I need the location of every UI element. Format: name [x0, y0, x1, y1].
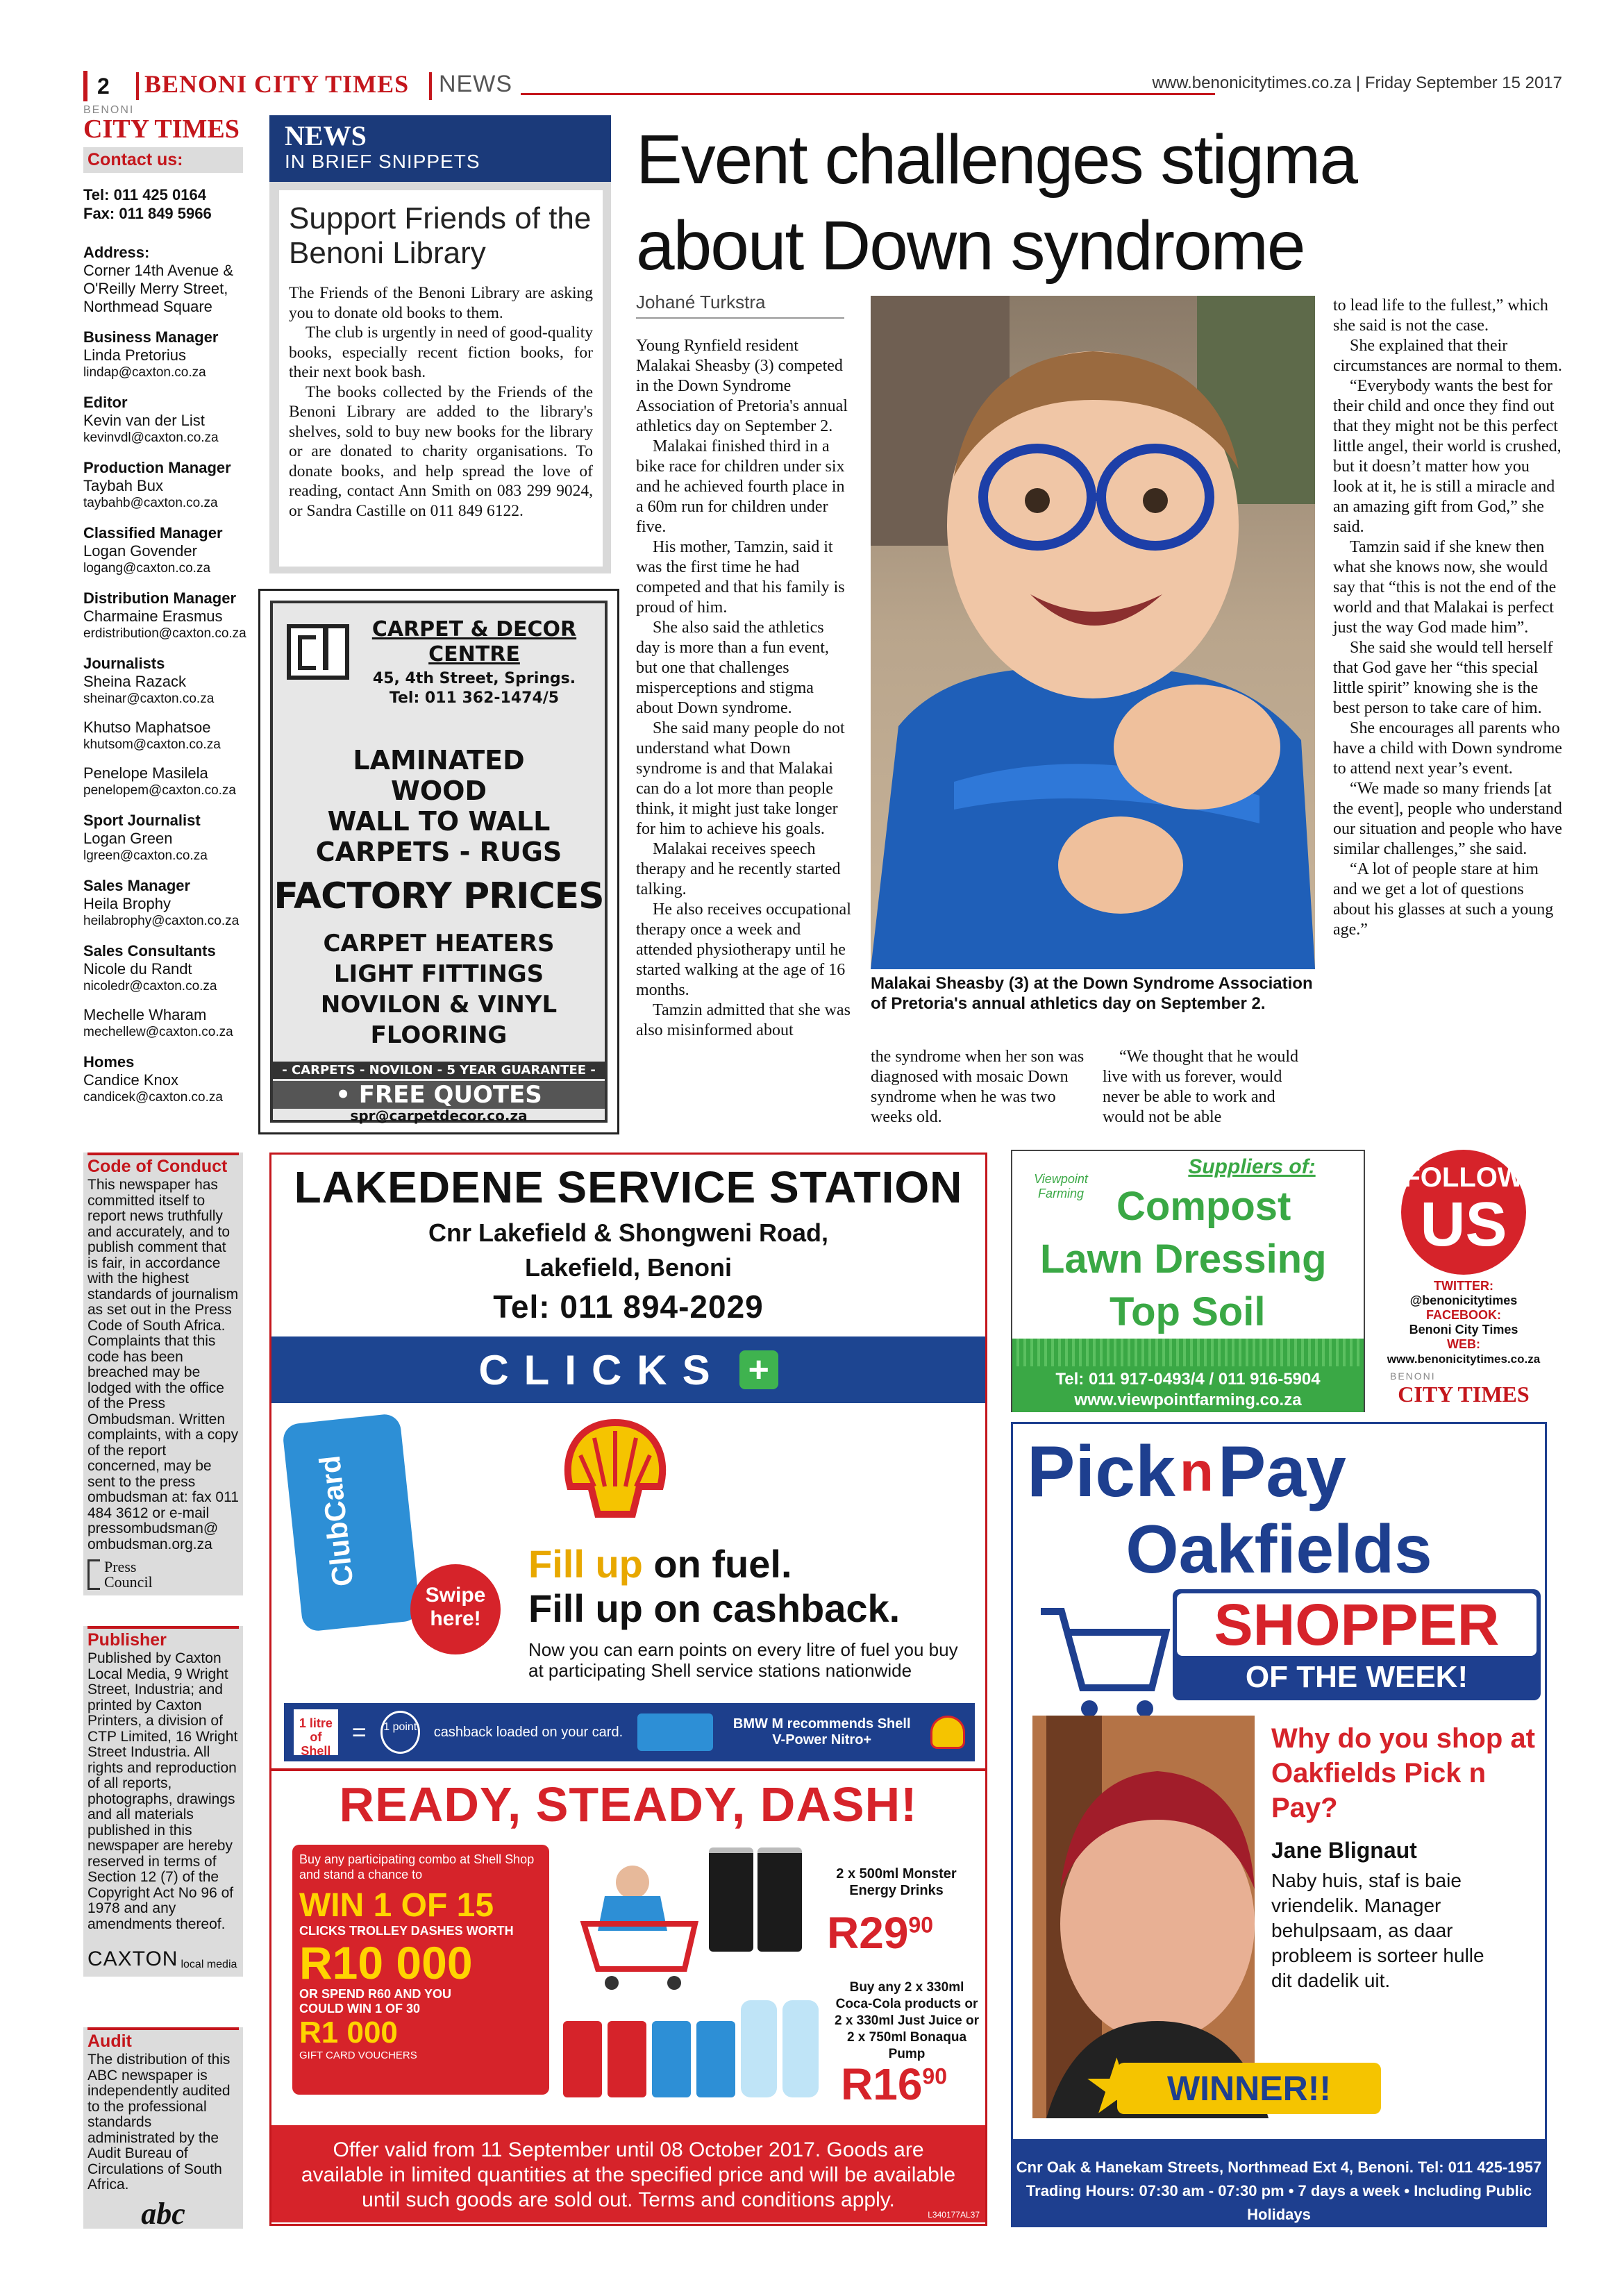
- monster-price-rand: R29: [827, 1908, 909, 1958]
- monster-can-icon: [757, 1847, 802, 1952]
- staff-role: Sport Journalist: [83, 812, 201, 829]
- staff-email[interactable]: heilabrophy@caxton.co.za: [83, 914, 240, 928]
- lakedene-shell-ad[interactable]: [269, 1153, 987, 1770]
- staff-email[interactable]: kevinvdl@caxton.co.za: [83, 430, 219, 445]
- audit-text: The distribution of this ABC newspaper is independently audited to the professional standards administrated by the Audit Bureau of Circulations of South Africa.: [87, 2052, 231, 2193]
- carpet-free-quotes: • FREE QUOTES: [273, 1081, 605, 1109]
- audit-heading: Audit: [87, 2027, 239, 2052]
- staff-name: Nicole du Randt: [83, 960, 192, 978]
- ad-code: L340177AL37: [928, 2210, 980, 2220]
- pnp-brand-pick: Pick: [1027, 1431, 1175, 1512]
- article-paragraph: She said she would tell herself that God gave her “this special little spirit” knowing she is the best person to take care of him.: [1333, 639, 1553, 717]
- staff-name: Penelope Masilela: [83, 764, 208, 782]
- carpet-name-2: CENTRE: [428, 642, 520, 667]
- staff-role: Editor: [83, 394, 128, 411]
- carpet-line: WOOD: [390, 776, 487, 806]
- contact-heading-bar: [83, 147, 243, 173]
- fill-up-line-2: Fill up on cashback.: [528, 1586, 901, 1630]
- contact-tel: Tel: 011 425 0164: [83, 186, 206, 203]
- pnp-footer: [1013, 2139, 1545, 2225]
- audit-box: [83, 2027, 243, 2229]
- combo-price-rand: R16: [841, 2059, 923, 2109]
- viewpoint-tel: Tel: 011 917-0493/4 / 011 916-5904: [1055, 1370, 1321, 1389]
- staff-role: Homes: [83, 1053, 135, 1071]
- shopper-text: SHOPPER: [1177, 1593, 1537, 1656]
- pnp-brand-pay: Pay: [1217, 1431, 1346, 1512]
- shopper-panel: [1173, 1589, 1541, 1700]
- follow-us-box: [1380, 1150, 1547, 1414]
- competition-trolley: CLICKS TROLLEY DASHES WORTH: [299, 1924, 514, 1938]
- news-banner-subtitle: IN BRIEF SNIPPETS: [285, 151, 480, 172]
- staff-entry: [83, 877, 243, 930]
- page-number: 2: [83, 71, 124, 101]
- press-council-icon: [87, 1559, 100, 1590]
- pick-n-pay-ad[interactable]: [1011, 1422, 1547, 2227]
- photo-caption: Malakai Sheasby (3) at the Down Syndrome Association of Pretoria's annual athletics day on September 2.: [871, 974, 1313, 1013]
- follow-details: [1380, 1279, 1547, 1405]
- competition-spend: OR SPEND R60 AND YOU COULD WIN 1 OF 30: [299, 1987, 452, 2016]
- clicks-wordmark: CLICKS: [478, 1346, 726, 1393]
- address-heading: Address:: [83, 244, 150, 261]
- publisher-box: [83, 1626, 243, 1977]
- monster-cans: [709, 1847, 806, 1959]
- article-paragraph: She explained that their circumstances are normal to them.: [1333, 337, 1562, 375]
- staff-email[interactable]: candicek@caxton.co.za: [83, 1090, 223, 1105]
- article-paragraph: Malakai receives speech therapy and he recently started talking.: [636, 840, 841, 898]
- competition-win: WIN 1 OF 15: [299, 1887, 494, 1924]
- article-paragraph: She encourages all parents who have a child with Down syndrome to attend next year’s event.: [1333, 719, 1562, 778]
- web-label: WEB:: [1447, 1337, 1480, 1351]
- article-paragraph: to lead life to the fullest,” which she said is not the case.: [1333, 296, 1548, 335]
- staff-role: Production Manager: [83, 459, 231, 476]
- shell-mini-icon: [930, 1716, 965, 1749]
- follow-text: FOLLOW: [1403, 1162, 1524, 1193]
- voucher-label: GIFT CARD VOUCHERS: [299, 2050, 417, 2061]
- lakedene-address-1: Cnr Lakefield & Shongweni Road,: [428, 1218, 829, 1247]
- pnp-logo: [1027, 1431, 1534, 1512]
- sidebar: [83, 104, 246, 1106]
- carpet-line: LAMINATED: [353, 745, 525, 776]
- masthead-title: BENONI CITY TIMES: [144, 70, 410, 98]
- caxton-sub: local media: [181, 1959, 237, 1970]
- twitter-label: TWITTER:: [1434, 1279, 1493, 1293]
- bonaqua-bottle-icon: [782, 2000, 819, 2097]
- contact-fax: Fax: 011 849 5966: [83, 205, 212, 222]
- staff-email[interactable]: taybahb@caxton.co.za: [83, 496, 218, 510]
- news-banner-title: NEWS: [285, 120, 367, 151]
- staff-entry: [83, 942, 243, 995]
- just-juice-can-icon: [696, 2021, 735, 2097]
- viewpoint-suppliers: Suppliers of:: [1188, 1155, 1316, 1178]
- masthead-divider: [136, 72, 139, 100]
- litre-badge: 1 litre of Shell: [294, 1709, 338, 1755]
- carpet-address: 45, 4th Street, Springs.: [372, 670, 576, 687]
- viewpoint-farming-ad[interactable]: [1011, 1150, 1365, 1412]
- clubcard-image: [282, 1413, 421, 1632]
- code-text: This newspaper has committed itself to report news truthfully and accurately, and to publish comment that is fair, in accordance with the highest standards of journalism as set out in the Press Code of South Africa. Complaints that this code has been breached may be lodged with the office of the Press Ombudsman. Written complaints, with a copy of the report concerned, may be sent to the press ombudsman at: fax 011 484 3612 or e-mail pressombudsman@ ombudsman.org.za: [87, 1177, 239, 1552]
- follow-logo-small: BENONI: [1390, 1371, 1436, 1382]
- sidebar-logo: CITY TIMES: [83, 115, 240, 144]
- carpet-line: CARPETS - RUGS: [315, 837, 562, 867]
- clicks-plus-icon: +: [739, 1350, 778, 1389]
- article-paragraph: “A lot of people stare at him and we get a lot of questions about his glasses at such a young age.”: [1333, 860, 1554, 939]
- carpet-name-1: CARPET & DECOR: [371, 617, 577, 642]
- sidebar-logo-small: BENONI: [83, 104, 135, 116]
- article-paragraph: He also receives occupational therapy once a week and attended physiotherapy until he started walking at the age of 16 months.: [636, 900, 851, 999]
- staff-name: Candice Knox: [83, 1071, 178, 1089]
- monster-price-cents: 90: [908, 1912, 933, 1938]
- staff-email[interactable]: logang@caxton.co.za: [83, 561, 211, 576]
- news-snippets-box: [269, 115, 611, 573]
- equals-sign: =: [351, 1718, 367, 1746]
- staff-entry: [83, 459, 243, 512]
- clicks-banner: [271, 1336, 985, 1403]
- snippet-paragraph: The Friends of the Benoni Library are asking you to donate old books to them.: [289, 284, 593, 322]
- staff-name: Logan Govender: [83, 542, 197, 560]
- offer-terms: Offer valid from 11 September until 08 October 2017. Goods are available in limited quantities at the specified price and will be available until such goods are sold out. Terms and conditions apply.: [271, 2125, 985, 2222]
- article-paragraph: Young Rynfield resident Malakai Sheasby (3) competed in the Down Syndrome Association of Pretoria's annual athletics day on September 2.: [636, 337, 848, 435]
- press-council-text: Press Council: [104, 1558, 153, 1591]
- drink-products: [563, 2000, 834, 2097]
- fill-up-rest: on fuel.: [642, 1542, 792, 1586]
- snippet-paragraph: The books collected by the Friends of the Benoni Library are added to the library's shelves, sold to buy new books for the library or are donated to charity organisations. To donate books, and help spread the love of reading, contact Ann Smith on 083 299 9024, or Sandra Castille on 011 849 6122.: [289, 383, 593, 520]
- carpet-tel: Tel: 011 362-1474/5: [389, 689, 560, 707]
- viewpoint-logo: Viewpoint Farming: [1034, 1172, 1088, 1200]
- clubcard-mini-icon: [637, 1713, 713, 1751]
- staff-entry: [83, 1006, 243, 1041]
- bonaqua-bottle-icon: [741, 2000, 777, 2097]
- monster-can-icon: [709, 1847, 753, 1952]
- staff-email[interactable]: erdistribution@caxton.co.za: [83, 626, 246, 641]
- article-paragraph: the syndrome when her son was diagnosed with mosaic Down syndrome when he was two weeks old.: [871, 1048, 1085, 1126]
- carpet-guarantee: - CARPETS - NOVILON - 5 YEAR GUARANTEE -: [273, 1062, 605, 1079]
- staff-name: Charmaine Erasmus: [83, 607, 223, 625]
- competition-intro: Buy any participating combo at Shell Shop and stand a chance to: [299, 1852, 535, 1882]
- staff-role: Sales Manager: [83, 877, 191, 894]
- staff-email[interactable]: lgreen@caxton.co.za: [83, 848, 208, 863]
- us-text: US: [1420, 1190, 1507, 1259]
- carpet-decor-ad[interactable]: [258, 589, 619, 1134]
- staff-name: Sheina Razack: [83, 673, 186, 690]
- snippet-paragraph: The club is urgently in need of good-quality books, especially recent fiction books, for their next book bash.: [289, 324, 593, 381]
- fill-up-line-1: [528, 1542, 792, 1586]
- monster-price: [827, 1907, 933, 1959]
- staff-entry: [83, 328, 243, 381]
- combo-desc: Buy any 2 x 330ml Coca-Cola products or 2 x 330ml Just Juice or 2 x 750ml Bonaqua Pump: [834, 1980, 980, 2061]
- follow-us-badge: [1401, 1150, 1526, 1275]
- article-paragraph: “Everybody wants the best for their child and once they find out that they might not be this perfect little angel, their world is crushed, but it doesn’t matter how you look at it, he is still a miracle and an amazing gift from God,” she said.: [1333, 377, 1562, 536]
- staff-email[interactable]: khutsom@caxton.co.za: [83, 737, 221, 752]
- earn-points-text: Now you can earn points on every litre of fuel you buy at participating Shell service stations nationwide: [528, 1639, 958, 1681]
- winner-banner: WINNER!!: [1117, 2063, 1381, 2114]
- monster-desc: 2 x 500ml Monster Energy Drinks: [836, 1866, 957, 1898]
- carpet-ad-inner: [270, 601, 608, 1123]
- shopping-trolley-image: [556, 1854, 716, 1993]
- staff-email[interactable]: nicoledr@caxton.co.za: [83, 979, 217, 994]
- carpet-factory-prices: FACTORY PRICES: [274, 875, 604, 917]
- coke-can-icon: [608, 2021, 646, 2097]
- address-line: Corner 14th Avenue &: [83, 262, 234, 279]
- snippet-body: [289, 283, 593, 521]
- article-paragraph: “We made so many friends [at the event], people who understand our situation and people who have similar challenges,” she said.: [1333, 780, 1562, 858]
- star-icon: ★: [1082, 2044, 1151, 2129]
- masthead-url-date[interactable]: www.benonicitytimes.co.za | Friday September 15 2017: [1152, 74, 1562, 92]
- article-headline: Event challenges stigma about Down syndrome: [636, 121, 1357, 285]
- clubcard-text: ClubCard: [312, 1454, 360, 1589]
- staff-name: Khutso Maphatsoe: [83, 719, 211, 736]
- carpet-logo-icon: [287, 624, 349, 680]
- viewpoint-item: Lawn Dressing: [1040, 1237, 1327, 1282]
- staff-role: Sales Consultants: [83, 942, 216, 960]
- publisher-text: Published by Caxton Local Media, 9 Wright Street, Industria; and printed by Caxton Printers, a division of CTP Limited, 16 Wright Street Industria. All rights and reproduction of all reports, photographs, drawings and all materials published in this newspaper are hereby reserved in terms of Section 12 (7) of the Copyright Act No 96 of 1978 and any amendments thereof.: [87, 1650, 238, 1932]
- article-column-2: [871, 1047, 1086, 1128]
- article-column-3: [1103, 1047, 1318, 1128]
- snippet-title: Support Friends of the Benoni Library: [289, 201, 592, 270]
- staff-name: Logan Green: [83, 830, 173, 847]
- article-byline: Johané Turkstra: [636, 292, 844, 319]
- lakedene-name: LAKEDENE SERVICE STATION: [294, 1162, 963, 1212]
- pnp-question: Why do you shop at Oakfields Pick n Pay?: [1271, 1723, 1535, 1823]
- week-text: OF THE WEEK!: [1245, 1660, 1468, 1694]
- article-paragraph: She also said the athletics day is more than a fun event, but one that challenges misperceptions and stigma about Down syndrome.: [636, 619, 829, 717]
- masthead-section: NEWS: [439, 71, 512, 97]
- staff-list: [83, 328, 246, 1106]
- staff-email[interactable]: sheinar@caxton.co.za: [83, 692, 215, 706]
- code-of-conduct-box: [83, 1153, 243, 1595]
- grass-strip: [1012, 1339, 1364, 1366]
- shopper-quote: Naby huis, staf is baie vriendelik. Manager behulpsaam, as daar probleem is sorteer hulle dit dadelik uit.: [1271, 1870, 1484, 1991]
- viewpoint-item: Compost: [1116, 1184, 1291, 1229]
- publisher-heading: Publisher: [87, 1626, 239, 1651]
- pnp-store: Oakfields: [1125, 1511, 1432, 1587]
- follow-logo: CITY TIMES: [1398, 1382, 1530, 1407]
- trolley-icon: [1034, 1591, 1173, 1729]
- caxton-wordmark: CAXTON: [87, 1947, 178, 1970]
- article-column-4: [1333, 296, 1562, 940]
- combo-price: [841, 2059, 947, 2110]
- carpet-line: FLOORING: [370, 1021, 508, 1049]
- staff-name: Heila Brophy: [83, 895, 171, 912]
- address-line: O'Reilly Merry Street,: [83, 280, 228, 297]
- competition-amount: R10 000: [299, 1937, 473, 1988]
- staff-email[interactable]: lindap@caxton.co.za: [83, 365, 206, 380]
- article-paragraph: His mother, Tamzin, said it was the first time he had competed and that his family is proud of him.: [636, 538, 845, 617]
- carpet-email[interactable]: spr@carpetdecor.co.za: [350, 1107, 528, 1124]
- bmw-text: BMW M recommends Shell V-Power Nitro+: [733, 1716, 911, 1748]
- snippet: [279, 190, 603, 567]
- boy-photo-illustration: [871, 296, 1315, 969]
- carpet-line: LIGHT FITTINGS: [333, 960, 544, 988]
- ready-steady-dash-ad[interactable]: [269, 1769, 987, 2226]
- masthead-divider: [429, 72, 432, 100]
- staff-email[interactable]: penelopem@caxton.co.za: [83, 783, 236, 798]
- carpet-line: NOVILON & VINYL: [320, 991, 558, 1019]
- swipe-here-badge: Swipe here!: [410, 1564, 501, 1654]
- contact-heading: Contact us:: [87, 150, 183, 169]
- article-paragraph: Tamzin admitted that she was also misinformed about: [636, 1001, 851, 1039]
- staff-email[interactable]: mechellew@caxton.co.za: [83, 1025, 233, 1039]
- fill-up-highlight: Fill up: [528, 1542, 643, 1586]
- staff-role: Business Manager: [83, 328, 219, 346]
- combo-price-cents: 90: [922, 2063, 947, 2089]
- staff-entry: [83, 394, 243, 446]
- staff-name: Taybah Bux: [83, 477, 163, 494]
- caxton-logo: [87, 1947, 239, 1971]
- article-column-1: [636, 336, 851, 1041]
- staff-entry: [83, 764, 243, 799]
- staff-name: Mechelle Wharam: [83, 1006, 207, 1023]
- article-paragraph: Malakai finished third in a bike race for children under six and he achieved fourth place in a 60m run for children under five.: [636, 437, 845, 536]
- carpet-line: WALL TO WALL: [327, 806, 551, 837]
- pnp-brand-n: n: [1179, 1441, 1214, 1502]
- staff-entry: [83, 812, 243, 864]
- twitter-handle[interactable]: @benonicitytimes: [1409, 1293, 1518, 1307]
- staff-entry: [83, 589, 246, 642]
- article-photo: [871, 296, 1315, 969]
- lakedene-tel: Tel: 011 894-2029: [493, 1289, 764, 1325]
- staff-role: Classified Manager: [83, 524, 223, 542]
- staff-entry: [83, 719, 243, 753]
- article-paragraph: Tamzin said if she knew then what she knows now, she would say that “this is not the end of the world and that Malakai is perfect just the way God made him”.: [1333, 538, 1557, 637]
- article-paragraph: She said many people do not understand what Down syndrome is and that Malakai can do a lot more than people think, it might just take longer for him to achieve his goals.: [636, 719, 845, 838]
- news-banner: [269, 115, 611, 182]
- press-council-logo: [87, 1559, 239, 1590]
- viewpoint-web[interactable]: www.viewpointfarming.co.za: [1074, 1391, 1302, 1409]
- staff-role: Distribution Manager: [83, 589, 237, 607]
- pnp-address: Cnr Oak & Hanekam Streets, Northmead Ext 4, Benoni. Tel: 011 425-1957: [1016, 2159, 1542, 2176]
- masthead-rule: [521, 93, 1215, 95]
- address-line: Northmead Square: [83, 298, 212, 315]
- shell-logo: [556, 1417, 674, 1521]
- masthead: [83, 67, 1562, 108]
- article-paragraph: “We thought that he would live with us forever, would never be able to work and would not be able: [1103, 1048, 1299, 1126]
- staff-entry: [83, 524, 243, 577]
- staff-entry: [83, 1053, 243, 1106]
- facebook-label: FACEBOOK:: [1426, 1308, 1501, 1322]
- point-badge: 1 point: [380, 1711, 420, 1754]
- web-url[interactable]: www.benonicitytimes.co.za: [1387, 1352, 1541, 1366]
- staff-entry: [83, 655, 243, 707]
- cashback-strip: [284, 1703, 975, 1761]
- viewpoint-contact: [1012, 1366, 1364, 1412]
- coke-can-icon: [563, 2021, 602, 2097]
- competition-panel: [292, 1845, 549, 2095]
- facebook-page[interactable]: Benoni City Times: [1409, 1323, 1518, 1336]
- just-juice-can-icon: [652, 2021, 691, 2097]
- carpet-line: CARPET HEATERS: [323, 930, 555, 957]
- ready-title: READY, STEADY, DASH!: [339, 1777, 918, 1832]
- viewpoint-item: Top Soil: [1110, 1289, 1266, 1334]
- code-heading: Code of Conduct: [87, 1153, 239, 1178]
- voucher-amount: R1 000: [299, 2016, 398, 2050]
- staff-role: Journalists: [83, 655, 165, 672]
- cashback-text: cashback loaded on your card.: [433, 1724, 623, 1740]
- lakedene-address-2: Lakefield, Benoni: [524, 1253, 733, 1282]
- abc-logo: abc: [141, 2196, 185, 2231]
- staff-name: Kevin van der List: [83, 412, 205, 429]
- shopper-name: Jane Blignaut: [1271, 1838, 1417, 1863]
- staff-name: Linda Pretorius: [83, 346, 186, 364]
- pnp-hours: Trading Hours: 07:30 am - 07:30 pm • 7 days a week • Including Public Holidays: [1026, 2182, 1532, 2223]
